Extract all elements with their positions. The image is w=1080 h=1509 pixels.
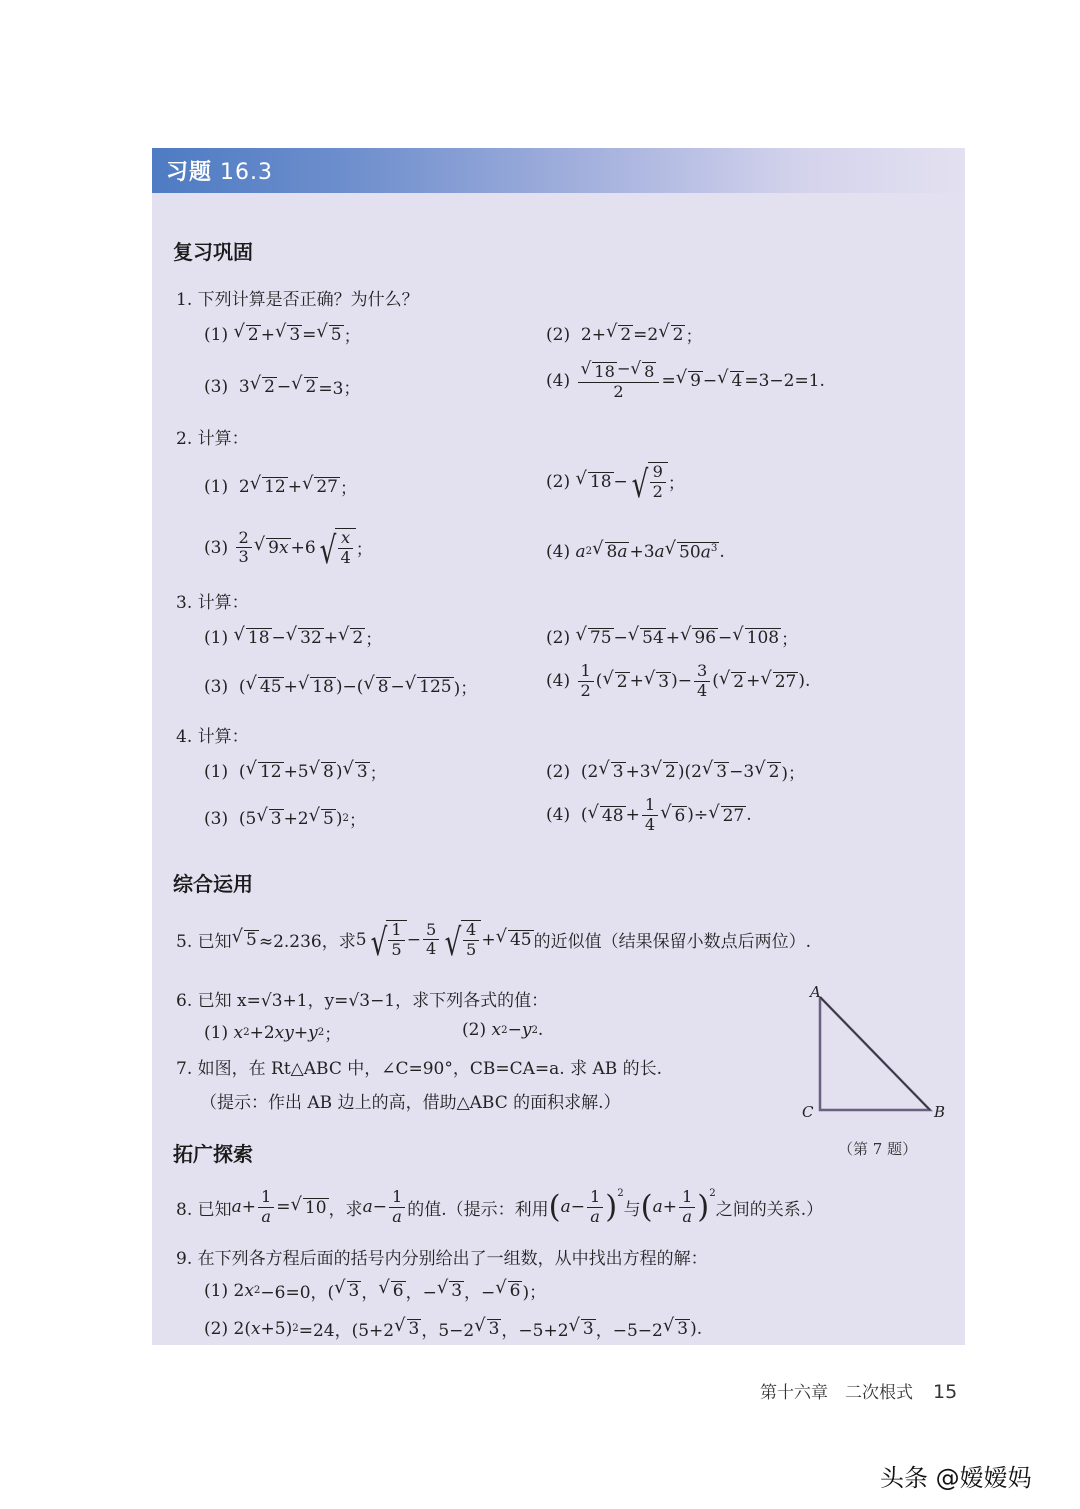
page-footer (760, 1378, 957, 1403)
item-label: (2) (546, 324, 571, 345)
vertex-b: B (934, 1103, 946, 1121)
question-6-stem: 6. 已知 x=√3+1，y=√3−1，求下列各式的值： (176, 991, 549, 1011)
item-label: (4) (546, 805, 571, 826)
q1-item-4: (4) √ 18 − √ 8 2 = √ 9 − √ 4 =3−2=1. (546, 358, 825, 401)
item-label: (3) (204, 537, 229, 558)
page-number: 15 (933, 1381, 958, 1403)
item-label: (2) (462, 1020, 487, 1040)
q1-item-1: (1) √ 2 + √ 3 = √ 5 ； (204, 321, 361, 347)
question-9-stem: 9. 在下列各方程后面的括号内分别给出了一组数，从中找出方程的解： (176, 1249, 708, 1269)
q1-item-3: (3) 3 √ 2 − √ 2 =3； (204, 373, 361, 399)
watermark: 头条 @嫒嫒妈 (880, 1464, 1032, 1492)
item-label: (3) (204, 376, 229, 397)
item-label: (4) (546, 541, 571, 562)
question-4-stem: 4. 计算： (176, 727, 249, 747)
q4-item-2: (2) (2 √ 3 +3 √ 2 )(2 √ 3 −3 √ 2 )； (546, 758, 806, 784)
right-triangle-figure (800, 985, 960, 1135)
question-2-stem: 2. 计算： (176, 429, 249, 449)
item-label: (4) (546, 370, 571, 391)
q1-item-2: (2) 2+ √ 2 =2 √ 2 ； (546, 321, 703, 347)
q5-suffix: 的近似值（结果保留小数点后两位）. (533, 932, 811, 953)
item-label: (2) (204, 1318, 229, 1339)
q8-mid: ，求 (328, 1199, 363, 1220)
title-label: 习题 (166, 160, 213, 185)
exercise-header-band (152, 148, 965, 193)
item-label: (1) (204, 1022, 229, 1043)
item-label: (1) (204, 761, 229, 782)
figure-caption: （第 7 题） (838, 1140, 918, 1158)
q8-prefix: 8. 已知 (176, 1199, 232, 1220)
q3-item-4: (4) $\frac{1}{2}$ ( √ 2 + √ 3 )− $\frac{3}{4}$ ( √ 2 + √ 27 ). (546, 661, 811, 700)
item-label: (4) (546, 671, 571, 692)
question-5: 5. 已知 √ 5 ≈2.236，求 5 √ $\frac{1}{5}$ − $\frac{5}{4}$ √ $\frac{4}{5}$ + √ 45 的近似值（结果保留小数点后两位）. (176, 919, 811, 964)
item-label: (1) (204, 324, 229, 345)
section-heading-review: 复习巩固 (173, 240, 253, 264)
q8-suffix: 之间的关系.） (715, 1199, 824, 1220)
q3-item-3: (3) ( √ 45 + √ 18 )−( √ 8 − √ 125 )； (204, 673, 478, 699)
q2-item-1: (1) 2 √ 12 + √ 27 ； (204, 473, 357, 499)
q9-item-1: (1) 2 x 2 −6=0，( √ 3 ， √ 6 ，− √ 3 ，− √ 6 )； (204, 1277, 547, 1303)
question-3-stem: 3. 计算： (176, 593, 249, 613)
q4-item-4: (4) ( √ 48 + $\frac{1}{4}$ √ 6 )÷ √ 27 . (546, 795, 752, 834)
q8-mid2: 的值.（提示：利用 (407, 1199, 549, 1220)
q3-item-1: (1) √ 18 − √ 32 + √ 2 ； (204, 624, 383, 650)
vertex-c: C (802, 1103, 814, 1121)
q5-prefix: 5. 已知 (176, 932, 232, 953)
q5-approx: ≈2.236，求 (258, 932, 356, 953)
q4-item-1: (1) ( √ 12 +5 √ 8 ) √ 3 ； (204, 758, 387, 784)
q6-item-1: (1) x 2 +2 xy + y 2 ； (204, 1022, 342, 1045)
item-label: (3) (204, 676, 229, 697)
q6-item-2: (2) x 2 − y 2 . (462, 1020, 544, 1040)
question-7-stem: 7. 如图，在 Rt△ABC 中，∠C=90°，CB=CA=a. 求 AB 的长. (176, 1059, 663, 1079)
item-label: (2) (546, 761, 571, 782)
question-1-stem: 1. 下列计算是否正确？为什么？ (176, 290, 419, 310)
item-label: (2) (546, 627, 571, 648)
question-7-hint: （提示：作出 AB 边上的高，借助△ABC 的面积求解.） (200, 1093, 621, 1113)
q9-item-2: (2) 2( x +5) 2 =24，(5+2 √ 3 ，5−2 √ 3 ，−5+2 √ 3 ，−5−2 √ 3 ). (204, 1315, 703, 1341)
title-number: 16.3 (220, 160, 273, 185)
q2-item-2: (2) √ 18 − √ $\frac{9}{2}$ ； (546, 461, 685, 506)
item-label: (1) (204, 476, 229, 497)
section-heading-extend: 拓广探索 (173, 1142, 253, 1166)
q4-item-3: (3) (5 √ 3 +2 √ 5 ) 2 ； (204, 805, 366, 831)
exercise-title (166, 155, 273, 186)
item-label: (1) (204, 627, 229, 648)
vertex-a: A (810, 985, 821, 1001)
question-8: 8. 已知 a + $\frac{1}{a}$ = √ 10 ，求 a − $\frac{1}{a}$ 的值.（提示：利用 ( a − $\frac{1}{a}$ ) $^2$ 与 ( a + $\frac{1}{a}$ ) $^2$ 之间的关系.） (176, 1187, 824, 1226)
chapter-title: 第十六章 二次根式 (760, 1383, 913, 1403)
item-label: (1) (204, 1280, 229, 1301)
q8-mid3: 与 (623, 1199, 641, 1220)
section-heading-apply: 综合运用 (173, 872, 253, 896)
q2-item-3: (3) $\frac{2}{3}$ √ 9x +6 √ $\frac{x}{4}$ ； (204, 527, 373, 572)
item-label: (2) (546, 471, 571, 492)
q2-item-4: (4) a 2 √ 8a +3 a √ $50a^3$ . (546, 538, 725, 563)
item-label: (3) (204, 808, 229, 829)
q3-item-2: (2) √ 75 − √ 54 + √ 96 − √ 108 ； (546, 624, 799, 650)
